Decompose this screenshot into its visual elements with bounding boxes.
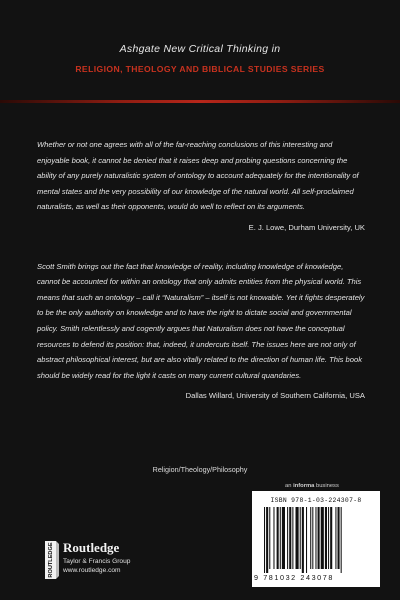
blurb-attribution-1: E. J. Lowe, Durham University, UK: [248, 222, 365, 232]
informa-business-note: [285, 483, 339, 489]
routledge-mark-icon: [40, 540, 60, 580]
informa-suffix: business: [315, 483, 339, 489]
blurb-quote-2: Scott Smith brings out the fact that knowledge of reality, including knowledge of knowledge, cannot be accounted for within an ontology that only admits entities from the physical world. This means that such an ontology – call it “Naturalism” – itself is not knowable. Yet it fights desperately to be the only authority on knowledge and to have the right to dictate social and governmental policy. Smith relentlessly and cogently argues that Naturalism does not have the conceptual resources to defend its position: that, indeed, it undercuts itself. The issues here are not only of abstract philosophical interest, but are also vitally related to the direction of human life. This book should be widely read for the light it casts on many current cultural quandaries.: [37, 261, 365, 380]
informa-bold: informa: [293, 483, 315, 489]
blurb-attribution-2: Dallas Willard, University of Southern California, USA: [185, 391, 365, 401]
red-divider: [0, 100, 400, 103]
barcode-icon: [262, 507, 372, 573]
logo-mark-text: ROUTLEDGE: [47, 542, 54, 578]
publisher-url: www.routledge.com: [63, 567, 121, 574]
publisher-group: Taylor & Francis Group: [63, 558, 131, 565]
endorsements: [37, 137, 365, 404]
isbn-label: ISBN 978-1-03-224307-8: [270, 497, 362, 504]
barcode-digits: 9 781032 243078: [254, 573, 334, 582]
blurb-quote-1: Whether or not one agrees with all of the far-reaching conclusions of this interesting and enjoyable book, it cannot be denied that it raises deep and probing questions concerning the ability of any purely naturalistic system of ontology to account adequately for the intentionality of mental states and the very possibility of our knowledge of the natural world. All self-proclaimed naturalists, as well as their opponents, would do well to reflect on its arguments.: [37, 140, 359, 212]
series-line-1: Ashgate New Critical Thinking in: [119, 43, 281, 55]
series-line-2: RELIGION, THEOLOGY AND BIBLICAL STUDIES SERIES: [75, 64, 325, 74]
subject-category: Religion/Theology/Philosophy: [152, 465, 248, 474]
barcode-panel: [252, 491, 380, 587]
informa-prefix: an: [285, 483, 292, 489]
publisher-name: Routledge: [63, 540, 120, 555]
series-heading: [0, 43, 400, 74]
publisher-logo: [40, 540, 190, 580]
